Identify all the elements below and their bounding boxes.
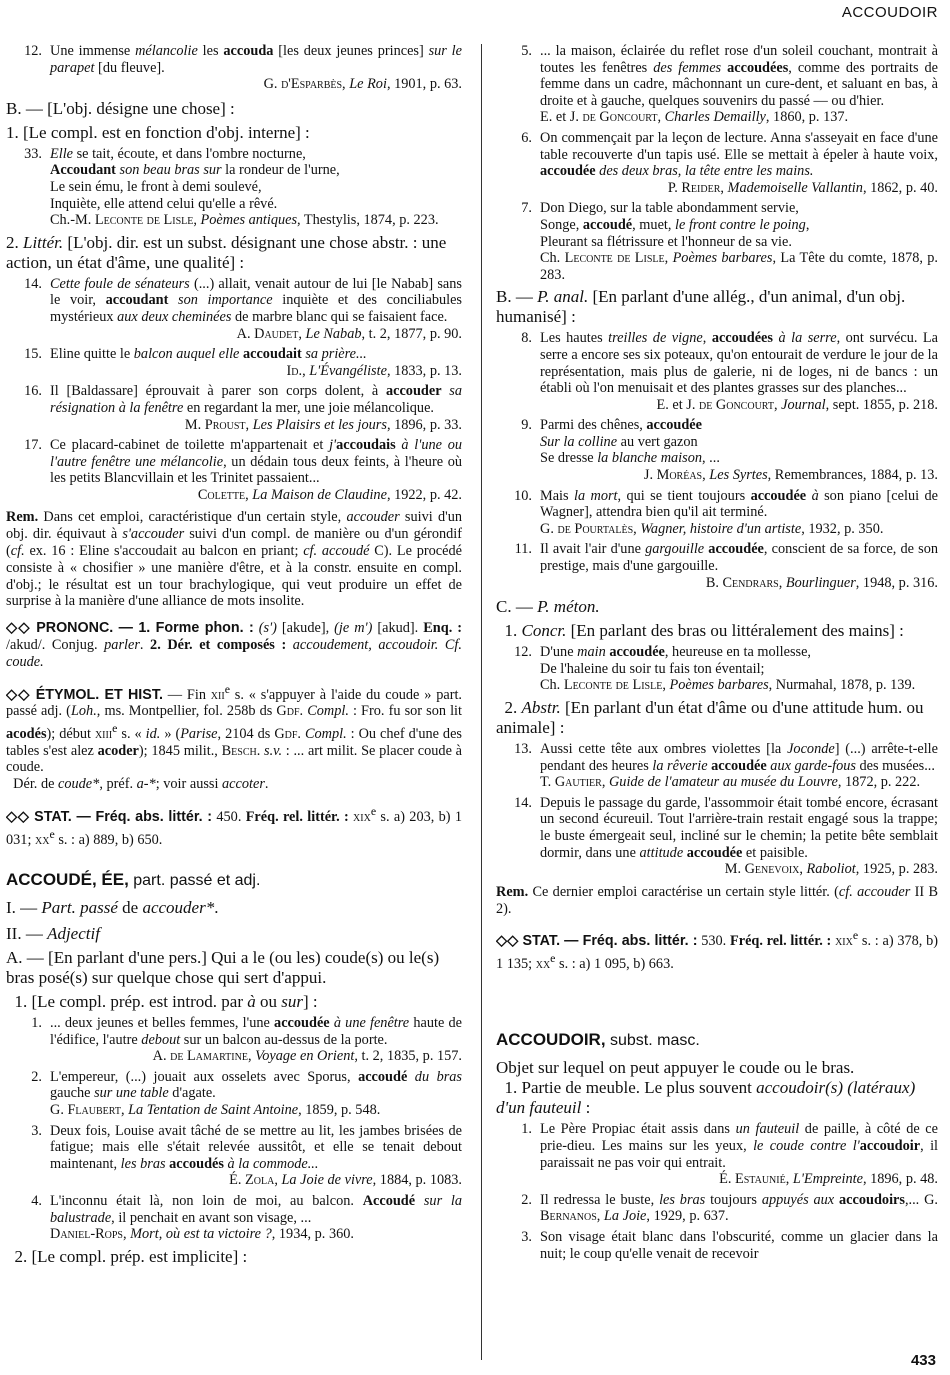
example-source: É. Estaunié, L'Empreinte, 1896, p. 48.: [719, 1171, 938, 1188]
section-heading: Objet sur lequel on peut appuyer le coude ou le bras. 1. Partie de meuble. Le plus souvent accoudoir(s) (latéraux) d'un fauteuil :: [496, 1058, 916, 1118]
example-text: Deux fois, Louise avait tâché de se mettre au lit, les jambes brisées de fatigue; mais elle s'était relevée aussitôt, et elle se tenait debout maintenant, les bras accoudés à la commode... É. Zola, La Joie de vivre, 1884, p. 1083.: [50, 1122, 462, 1189]
example-source: Id., L'Évangéliste, 1833, p. 13.: [286, 362, 462, 379]
section-heading: B. — P. anal. [En parlant d'une allég., d'un animal, d'un obj. humanisé] :: [496, 287, 906, 327]
example-number: 12.: [24, 43, 42, 59]
example-number: 8.: [521, 330, 532, 347]
example-text: Parmi des chênes, accoudée Sur la colline au vert gazon Se dresse la blanche maison, ... J. Moréas, Les Syrtes, Remembrances, 1884, p. 13.: [540, 417, 938, 484]
example-citation: [496, 741, 938, 791]
example-citation: [496, 644, 938, 694]
example-text: Une immense mélancolie les accouda [les deux jeunes princes] sur le parapet [du fleuve]. G. d'Esparbès, Le Roi, 1901, p. 63.: [50, 43, 462, 93]
example-source: P. Reider, Mademoiselle Vallantin, 1862, p. 40.: [667, 179, 938, 196]
example-citation: [496, 1121, 938, 1187]
example-source: J. Moréas, Les Syrtes, Remembrances, 1884, p. 13.: [643, 467, 938, 484]
section-heading: I. — Part. passé de accouder*.: [6, 898, 219, 918]
example-text: L'empereur, (...) jouait aux osselets avec Sporus, accoudé du bras gauche sur une table d'agate. G. Flaubert, La Tentation de Saint Antoine, 1859, p. 548.: [50, 1068, 462, 1119]
example-citation: [496, 541, 938, 591]
example-text: Mais la mort, qui se tient toujours accoudée à son piano [celui de Wagner], attendra bien qu'il ait terminé. G. de Pourtalès, Wagner, histoire d'un artiste, 1932, p. 350.: [540, 487, 938, 537]
example-source: G. d'Esparbès, Le Roi, 1901, p. 63.: [263, 76, 462, 93]
example-number: 15.: [24, 346, 42, 363]
example-text: ... la maison, éclairée du reflet rose d'un soleil couchant, montrait à toutes les fenêtres des femmes accoudées, comme des portraits de femme dans un cadre, mâchonnant un cure-dent, et saluant en bas, à droite et à gauche, quelques souvenirs du passé — ou d'hier. E. et J. de Goncourt, Charles Demailly, 1860, p. 137.: [540, 43, 938, 126]
section-heading: A. — [En parlant d'une pers.] Qui a le (ou les) coude(s) ou le(s) bras posé(s) sur quelque chose qui sert d'appui.: [6, 948, 440, 988]
etymology-section: ◇◇ STAT. — Fréq. abs. littér. : 530. Fréq. rel. littér. : xix$^e$ s. : a) 378, b) 1 135; $xx^e$ s. : a) 1 095, b) 663.: [496, 928, 938, 972]
example-citation: [6, 1069, 462, 1119]
column-divider: [481, 44, 482, 1360]
example-citation: [6, 346, 462, 379]
example-text: D'une main accoudée, heureuse en ta mollesse, De l'haleine du soir tu fais ton éventail; Ch. Leconte de Lisle, Poèmes barbares, Nurmahal, 1878, p. 139.: [540, 644, 916, 694]
example-citation: [6, 276, 462, 342]
example-number: 3.: [31, 1122, 42, 1139]
example-text: Elle se tait, écoute, et dans l'ombre nocturne, Accoudant son beau bras sur la rondeur de l'urne, Le sein ému, le front à demi soulevé, Inquiète, elle attend celui qu'elle a rêvé. Ch.-M. Leconte de Lisle, Poèmes antiques, Thestylis, 1874, p. 223.: [50, 145, 439, 229]
section-heading: 2. Abstr. [En parlant d'un état d'âme ou d'une attitude hum. ou animale] :: [496, 698, 924, 737]
example-text: Son visage était blanc dans l'obscurité, comme un glacier dans la nuit; le coup qu'elle venait de recevoir: [540, 1229, 938, 1262]
example-source: E. et J. de Goncourt, Journal, sept. 1855, p. 218.: [656, 396, 938, 413]
example-source: M. Genevoix, Raboliot, 1925, p. 283.: [724, 861, 938, 878]
left-column: [6, 40, 462, 1340]
example-citation: [496, 488, 938, 538]
example-number: 13.: [514, 741, 532, 757]
example-number: 1.: [521, 1121, 532, 1138]
example-citation: [496, 1229, 938, 1262]
entry-headword: ACCOUDÉ, ÉE, part. passé et adj.: [6, 870, 261, 890]
section-heading: 1. Concr. [En parlant des bras ou littéralement des mains] :: [496, 621, 904, 641]
example-text: Don Diego, sur la table abondamment servie, Songe, accoudé, muet, le front contre le poing, Pleurant sa flétrissure et l'honneur de sa vie. Ch. Leconte de Lisle, Poèmes barbares, La Tête du comte, 1878, p. 283.: [540, 200, 938, 283]
example-text: Ce placard-cabinet de toilette m'appartenait et j'accoudais à l'une ou l'autre fenêtre une mélancolie, un dédain tous deux feints, à l'heure où les petits Blancvillain et les Trinitet passaient... Colette, La Maison de Claudine, 1922, p. 42.: [50, 437, 462, 503]
example-text: L'inconnu était là, non loin de moi, au balcon. Accoudé sur la balustrade, il penchait en avant son visage, ... Daniel-Rops, Mort, où est ta victoire ?, 1934, p. 360.: [50, 1193, 462, 1243]
example-number: 14.: [514, 794, 532, 811]
example-number: 17.: [24, 437, 42, 454]
example-citation: [6, 146, 462, 229]
example-number: 12.: [514, 644, 532, 661]
remark: Rem. Dans cet emploi, caractéristique d'un certain style, accouder suivi d'un obj. dir. équivaut à s'accouder suivi d'un compl. de manière ou d'un gérondif (cf. ex. 16 : Eline s'accoudait au balcon en priant; cf. accoudé C). Le procédé consiste à « chosifier » une manière d'être, et à la constr. ensuite en compl. d'obj.; le résultat est un tour brachylogique, qui veut produire un effet de surprise à la manière d'une alliance de mots insolite.: [6, 509, 462, 610]
example-number: 9.: [521, 417, 532, 434]
example-source: A. Daudet, Le Nabab, t. 2, 1877, p. 90.: [236, 325, 462, 342]
example-text: Depuis le passage du garde, l'assommoir était tombé encore, écrasant un second écureuil. Tout l'arrière-train restait engagé sous la trappe; le buste émergeait seul, incliné sur le chemin; la petite bête semblait dormir, dans une attitude accoudée et paisible. M. Genevoix, Raboliot, 1925, p. 283.: [540, 794, 938, 878]
example-text: Les hautes treilles de vigne, accoudées à la serre, ont survécu. La serre a encore ses six poteaux, qu'on entourait de verdure le jour de la représentation, mais plus de galerie, ni de loges, ni de bancs : un établi où l'on menuisait et des plantes grasses sur des planches... E. et J. de Goncourt, Journal, sept. 1855, p. 218.: [540, 330, 938, 413]
example-citation: [496, 1192, 938, 1225]
example-text: On commençait par la leçon de lecture. Anna s'asseyait en face d'une table recouverte d'un tapis usé. Elle se mettait à épeler à haute voix, accoudée des deux bras, la tête entre les mains. P. Reider, Mademoiselle Vallantin, 1862, p. 40.: [540, 129, 938, 196]
example-citation: [496, 130, 938, 196]
example-number: 2.: [31, 1068, 42, 1085]
example-source: Colette, La Maison de Claudine, 1922, p. 42.: [197, 486, 462, 503]
example-text: ... deux jeunes et belles femmes, l'une accoudée à une fenêtre haute de l'édifice, l'autre debout sur un balcon au-dessus de la porte. A. de Lamartine, Voyage en Orient, t. 2, 1835, p. 157.: [50, 1015, 462, 1065]
section-heading: B. — [L'obj. désigne une chose] :: [6, 98, 235, 118]
right-column: [496, 40, 938, 1340]
example-citation: [6, 1015, 462, 1065]
etymology-section: ◇◇ STAT. — Fréq. abs. littér. : 450. Fréq. rel. littér. : xix$^e$ s. a) 203, b) 1 031; $xx^e$ s. : a) 889, b) 650.: [6, 803, 462, 848]
example-citation: [496, 200, 938, 283]
example-citation: [496, 330, 938, 413]
example-text: Aussi cette tête aux ombres violettes [la Joconde] (...) arrête-t-elle pendant des heures la rêverie accoudée aux garde-fous des musées... T. Gautier, Guide de l'amateur au musée du Louvre, 1872, p. 222.: [540, 741, 938, 791]
example-citation: [6, 1193, 462, 1243]
example-number: 5.: [521, 43, 532, 59]
example-text: Le Père Propiac était assis dans un fauteuil de paille, à côté de ce prie-dieu. Les mains sur les yeux, le coude contre l'accoudoir, il paraissait ne pas voir qui entrait. É. Estaunié, L'Empreinte, 1896, p. 48.: [540, 1121, 938, 1188]
example-number: 14.: [24, 275, 42, 292]
example-citation: [496, 417, 938, 483]
section-heading: 2. [Le compl. prép. est implicite] :: [6, 1246, 248, 1266]
example-number: 33.: [24, 145, 42, 162]
example-source: B. Cendrars, Bourlinguer, 1948, p. 316.: [705, 574, 938, 591]
example-citation: [6, 437, 462, 503]
etymology-section: ◇◇ ÉTYMOL. ET HIST. — Fin xii$^e$ s. « s'appuyer à l'aide du coude » part. passé adj. (Loh., ms. Montpellier, fol. 258b ds Gdf. Compl. : Fro. fu sor son lit acodés); début xiii$^e$ s. « id. » (Parise, 2104 ds Gdf. Compl. : Ou chef d'une des tables s'est alez acoder); 1845 milit., Besch. s.v. : ... art milit. Se placer coude à coude. Dér. de coude*, préf. a-*; voir aussi accoter.: [6, 681, 462, 793]
example-number: 2.: [521, 1191, 532, 1208]
section-heading: 2. Littér. [L'obj. dir. est un subst. désignant une chose abstr. : une action, un état d'âme, une qualité] :: [6, 232, 447, 272]
etymology-section: ◇◇ PRONONC. — 1. Forme phon. : (s') [akude], (je m') [akud]. Enq. : /akud/. Conjug. parler. 2. Dér. et composés : accoudement, accoudoir. Cf. coude.: [6, 620, 462, 670]
section-heading: 1. [Le compl. est en fonction d'obj. interne] :: [6, 122, 310, 142]
example-citation: [6, 1123, 462, 1189]
page-number: 433: [910, 1352, 936, 1369]
example-citation: [6, 43, 462, 93]
example-text: Cette foule de sénateurs (...) allait, venait autour de lui [le Nabab] sans le voir, accoudant son importance inquiète et des conciliabules mystérieux aux deux cheminées de marbre blanc qui se faisaient face. A. Daudet, Le Nabab, t. 2, 1877, p. 90.: [50, 275, 462, 342]
running-header: ACCOUDOIR: [841, 4, 938, 21]
section-heading: II. — Adjectif: [6, 924, 100, 944]
example-number: 1.: [31, 1015, 42, 1032]
example-text: Il [Baldassare] éprouvait à parer son corps dolent, à accouder sa résignation à la fenêtre en regardant la mer, une joie mélancolique. M. Proust, Les Plaisirs et les jours, 1896, p. 33.: [50, 383, 462, 433]
example-text: Eline quitte le balcon auquel elle accoudait sa prière... Id., L'Évangéliste, 1833, p. 13.: [50, 346, 462, 379]
example-citation: [6, 383, 462, 433]
example-number: 7.: [521, 200, 532, 217]
example-number: 11.: [514, 541, 532, 558]
example-text: Il avait l'air d'une gargouille accoudée, conscient de sa force, de son prestige, mais d'une gargouille. B. Cendrars, Bourlinguer, 1948, p. 316.: [540, 541, 938, 591]
example-number: 16.: [24, 383, 42, 400]
example-number: 3.: [521, 1229, 532, 1246]
section-heading: C. — P. méton.: [496, 597, 600, 617]
example-number: 4.: [31, 1193, 42, 1210]
section-heading: 1. [Le compl. prép. est introd. par à ou sur] :: [6, 992, 318, 1012]
entry-headword: ACCOUDOIR, subst. masc.: [496, 1030, 700, 1050]
example-citation: [496, 795, 938, 878]
example-source: A. de Lamartine, Voyage en Orient, t. 2, 1835, p. 157.: [152, 1048, 462, 1065]
example-number: 10.: [514, 487, 532, 504]
example-source: É. Zola, La Joie de vivre, 1884, p. 1083.: [229, 1172, 462, 1189]
example-citation: [496, 43, 938, 126]
example-text: Il redressa le buste, les bras toujours appuyés aux accoudoirs,... G. Bernanos, La Joie, 1929, p. 637.: [540, 1191, 938, 1225]
example-number: 6.: [521, 129, 532, 146]
remark: Rem. Ce dernier emploi caractérise un certain style littér. (cf. accouder II B 2).: [496, 883, 938, 917]
example-source: M. Proust, Les Plaisirs et les jours, 1896, p. 33.: [184, 416, 462, 433]
